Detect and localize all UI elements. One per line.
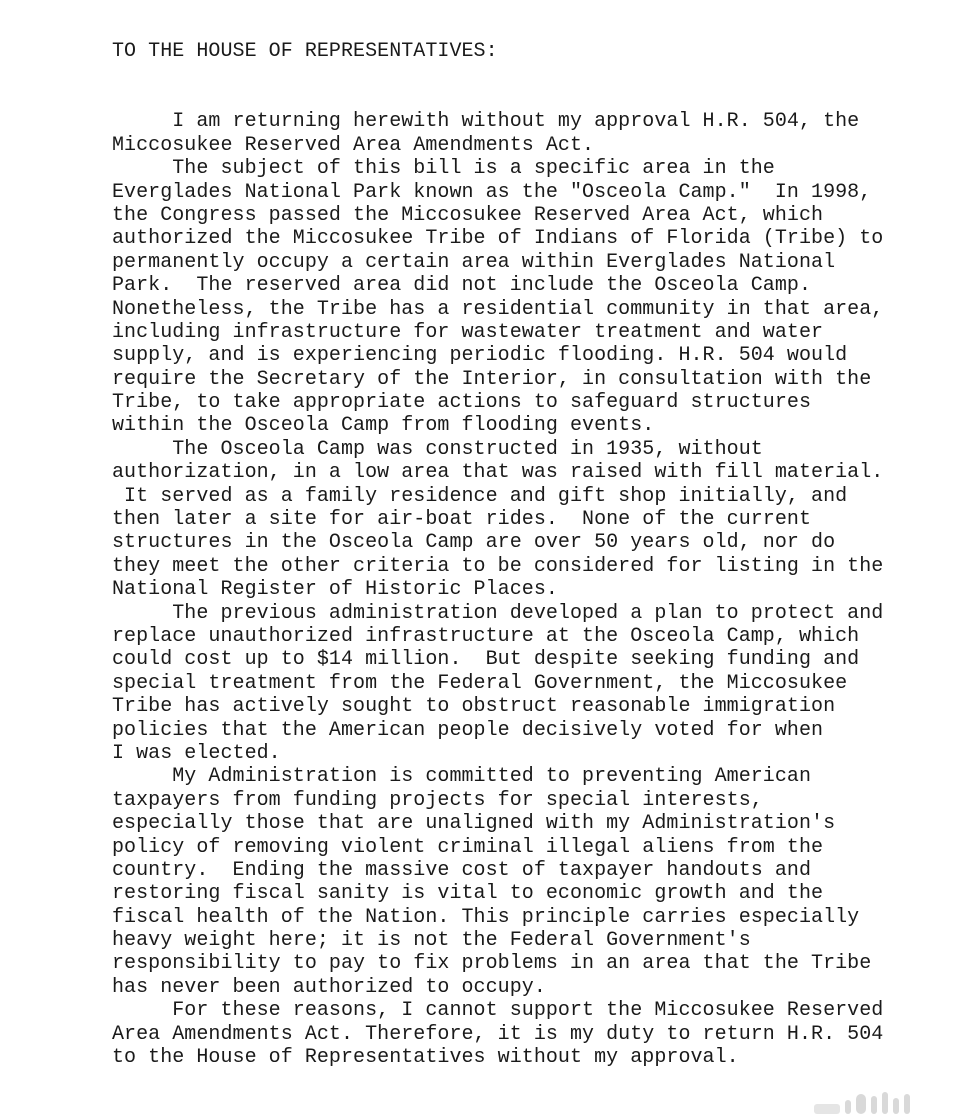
watermark-mark: [814, 1104, 840, 1114]
paragraph: [112, 602, 912, 766]
text-line: Nonetheless, the Tribe has a residential community in that area,: [112, 297, 884, 321]
text-line: then later a site for air-boat rides. None of the current: [112, 508, 812, 532]
text-line: policy of removing violent criminal illegal aliens from the: [112, 835, 824, 859]
text-line: The previous administration developed a plan to protect and: [112, 601, 884, 625]
salutation: TO THE HOUSE OF REPRESENTATIVES:: [112, 40, 498, 63]
text-line: special treatment from the Federal Government, the Miccosukee: [112, 671, 848, 695]
text-line: authorized the Miccosukee Tribe of Indians of Florida (Tribe) to: [112, 227, 884, 251]
text-line: restoring fiscal sanity is vital to economic growth and the: [112, 882, 824, 906]
text-line: the Congress passed the Miccosukee Reserved Area Act, which: [112, 203, 824, 227]
text-line: Everglades National Park known as the "Osceola Camp." In 1998,: [112, 180, 872, 204]
text-line: heavy weight here; it is not the Federal Government's: [112, 929, 751, 953]
text-line: National Register of Historic Places.: [112, 578, 558, 602]
watermark-logo: [814, 1084, 964, 1114]
text-line: Area Amendments Act. Therefore, it is my duty to return H.R. 504: [112, 1022, 884, 1046]
text-line: Miccosukee Reserved Area Amendments Act.: [112, 133, 595, 157]
text-line: to the House of Representatives without my approval.: [112, 1046, 739, 1070]
text-line: require the Secretary of the Interior, in consultation with the: [112, 367, 872, 391]
text-line: The Osceola Camp was constructed in 1935, without: [112, 437, 763, 461]
document-body: [112, 40, 912, 1069]
text-line: country. Ending the massive cost of taxpayer handouts and: [112, 858, 812, 882]
watermark-mark: [845, 1100, 851, 1114]
text-line: The subject of this bill is a specific area in the: [112, 157, 775, 181]
text-line: responsibility to pay to fix problems in an area that the Tribe: [112, 952, 872, 976]
paragraph: [112, 438, 912, 602]
text-line: especially those that are unaligned with my Administration's: [112, 812, 836, 836]
text-line: It served as a family residence and gift shop initially, and: [112, 484, 848, 508]
text-line: I am returning herewith without my approval H.R. 504, the: [112, 110, 860, 134]
text-line: authorization, in a low area that was raised with fill material.: [112, 461, 884, 485]
text-line: replace unauthorized infrastructure at the Osceola Camp, which: [112, 625, 860, 648]
text-line: Tribe, to take appropriate actions to safeguard structures: [112, 391, 812, 415]
text-line: could cost up to $14 million. But despite seeking funding and: [112, 648, 860, 672]
text-line: For these reasons, I cannot support the Miccosukee Reserved: [112, 999, 884, 1023]
paragraph: [112, 157, 912, 438]
paragraph: [112, 110, 912, 157]
paragraph: [112, 765, 912, 999]
paragraph-list: [112, 110, 912, 1069]
text-line: has never been authorized to occupy.: [112, 975, 546, 999]
paragraph: [112, 999, 912, 1069]
text-line: My Administration is committed to preventing American: [112, 765, 812, 789]
text-line: structures in the Osceola Camp are over 50 years old, nor do: [112, 531, 836, 555]
text-line: permanently occupy a certain area within Everglades National: [112, 250, 836, 274]
text-line: Park. The reserved area did not include the Osceola Camp.: [112, 274, 812, 298]
text-line: taxpayers from funding projects for special interests,: [112, 788, 763, 812]
watermark-mark: [871, 1096, 877, 1114]
text-line: Tribe has actively sought to obstruct reasonable immigration: [112, 695, 836, 719]
text-line: I was elected.: [112, 741, 281, 765]
text-line: including infrastructure for wastewater treatment and water: [112, 320, 824, 344]
text-line: they meet the other criteria to be considered for listing in the: [112, 554, 884, 578]
watermark-mark: [882, 1092, 888, 1114]
text-line: policies that the American people decisively voted for when: [112, 718, 824, 742]
text-line: fiscal health of the Nation. This principle carries especially: [112, 905, 860, 929]
watermark-mark: [904, 1094, 910, 1114]
text-line: within the Osceola Camp from flooding events.: [112, 414, 655, 438]
watermark-mark: [893, 1098, 899, 1114]
text-line: supply, and is experiencing periodic flooding. H.R. 504 would: [112, 344, 848, 368]
watermark-mark: [856, 1094, 866, 1114]
